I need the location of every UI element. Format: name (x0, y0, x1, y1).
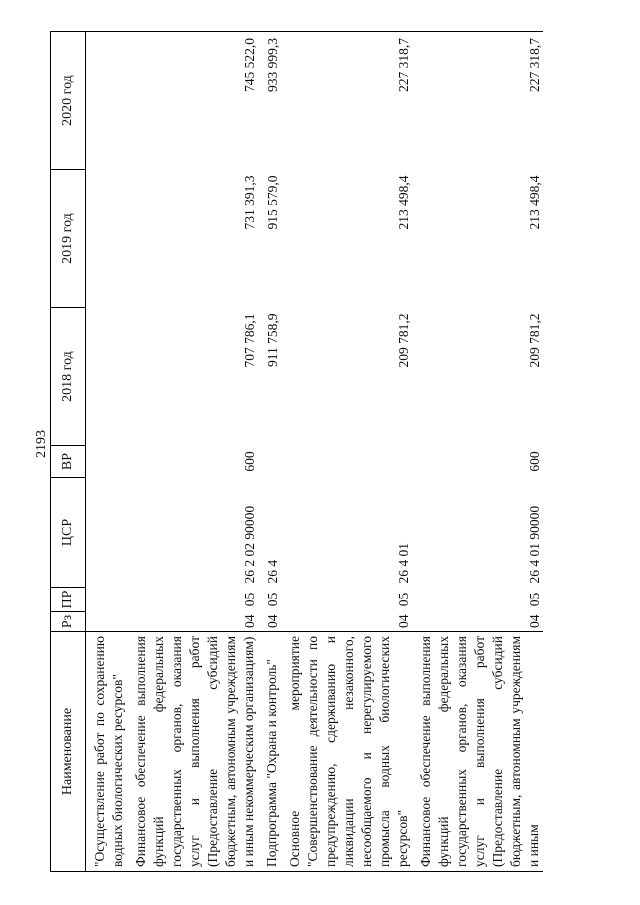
row-name: Финансовое обеспечение выполнения функций федеральных государственных органов, оказания услуг и выполнения работ (Предоставление субсидий бюджетным, автономным учреждениям и иным (412, 632, 543, 872)
row-2020: 745 522,0 (127, 32, 258, 170)
row-name: Подпрограмма "Охрана и контроль" (258, 632, 281, 872)
row-2020: 227 318,7 (281, 32, 412, 170)
row-2019: 213 498,4 (527, 175, 542, 230)
header-2020: 2020 год (51, 32, 86, 170)
header-csr: ЦСР (51, 478, 86, 588)
budget-table (50, 31, 543, 872)
row-vr (86, 446, 128, 478)
row-csr: 26 4 01 90000 (527, 505, 542, 584)
table-row (127, 32, 258, 872)
row-vr: 600 (527, 451, 542, 472)
row-pr: 05 (396, 592, 411, 607)
row-vr (258, 446, 281, 478)
row-name: Финансовое обеспечение выполнения функций федеральных государственных органов, оказания услуг и выполнения работ (Предоставление субсидий бюджетным, автономным учреждениям и иным некоммерческим организациям) (127, 632, 258, 872)
row-csr: 26 4 (265, 559, 280, 584)
header-vr: ВР (51, 446, 86, 478)
row-rz: 04 (396, 614, 411, 628)
row-name: "Осуществление работ по сохранению водных биологических ресурсов" (86, 632, 128, 872)
row-csr (86, 478, 128, 588)
header-rz: Рз (51, 612, 86, 632)
row-2018: 209 781,2 (527, 313, 542, 368)
header-2019: 2019 год (51, 170, 86, 308)
row-2020: 227 318,7 (412, 32, 543, 170)
row-pr: 05 (265, 592, 280, 607)
table-row (86, 32, 128, 872)
row-rz (86, 612, 128, 632)
row-2019: 213 498,4 (396, 175, 411, 230)
row-vr: 600 (242, 451, 257, 472)
row-2020 (86, 32, 128, 170)
row-csr: 26 2 02 90000 (242, 505, 257, 584)
page-number: 2193 (34, 430, 49, 458)
row-rz: 04 (527, 614, 542, 628)
table-row (258, 32, 281, 872)
row-pr (86, 588, 128, 612)
row-2019 (86, 170, 128, 308)
row-pr: 05 (242, 592, 257, 607)
row-2018 (86, 308, 128, 446)
row-2019: 915 579,0 (265, 175, 280, 230)
row-vr (281, 446, 412, 478)
row-2018: 911 758,9 (265, 313, 280, 367)
row-name: Основное мероприятие "Совершенствование деятельности по предупреждению, сдерживанию и ликвидации незаконного, несообщаемого и нерегулируемого промысла водных биологических ресурсов" (281, 632, 412, 872)
row-rz: 04 (265, 614, 280, 628)
row-2019: 731 391,3 (242, 175, 257, 230)
rotated-page-content (50, 32, 588, 872)
header-pr: ПР (51, 588, 86, 612)
row-2018: 707 786,1 (242, 313, 257, 368)
header-name: Наименование (51, 632, 86, 872)
row-2020: 933 999,3 (258, 32, 281, 170)
header-2018: 2018 год (51, 308, 86, 446)
row-2018: 209 781,2 (396, 313, 411, 368)
row-csr: 26 4 01 (396, 543, 411, 584)
row-pr: 05 (527, 592, 542, 607)
table-row (281, 32, 412, 872)
table-row (412, 32, 543, 872)
table-header-row (51, 32, 86, 872)
row-rz: 04 (242, 614, 257, 628)
